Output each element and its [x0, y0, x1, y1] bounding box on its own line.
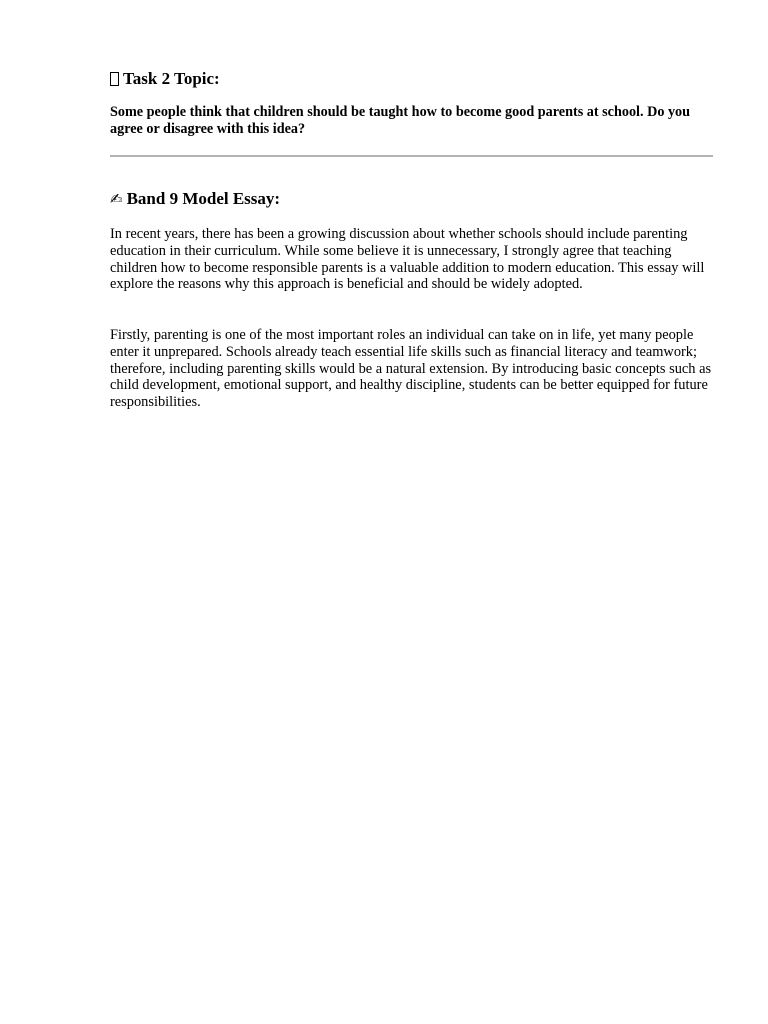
essay-paragraph-body-1: Firstly, parenting is one of the most important roles an individual can take on in life, yet many people enter it unprepared. Schools already teach essential life skills such as financial literacy and teamwork; therefore, including parenting skills would be a natural extension. By introducing basic concepts such as child development, emotional support, and healthy discipline, students can be better equipped for future responsibilities. — [110, 327, 712, 411]
essay-paragraph-intro: In recent years, there has been a growing discussion about whether schools should include parenting education in their curriculum. While some believe it is unnecessary, I strongly agree that teaching children how to become responsible parents is a valuable addition to modern education. This essay will explore the reasons why this approach is beneficial and should be widely adopted. — [110, 226, 705, 293]
section-divider — [110, 155, 713, 157]
topic-question: Some people think that children should be taught how to become good parents at school. Do you agree or disagree with this idea? — [110, 104, 691, 137]
essay-heading-text: Band 9 Model Essay: — [126, 189, 281, 208]
topic-heading-text: Task 2 Topic: — [123, 69, 220, 88]
writing-hand-icon: ✍ — [110, 190, 123, 208]
missing-glyph-box-icon — [110, 72, 119, 86]
essay-heading — [110, 189, 280, 209]
topic-heading — [110, 69, 220, 89]
